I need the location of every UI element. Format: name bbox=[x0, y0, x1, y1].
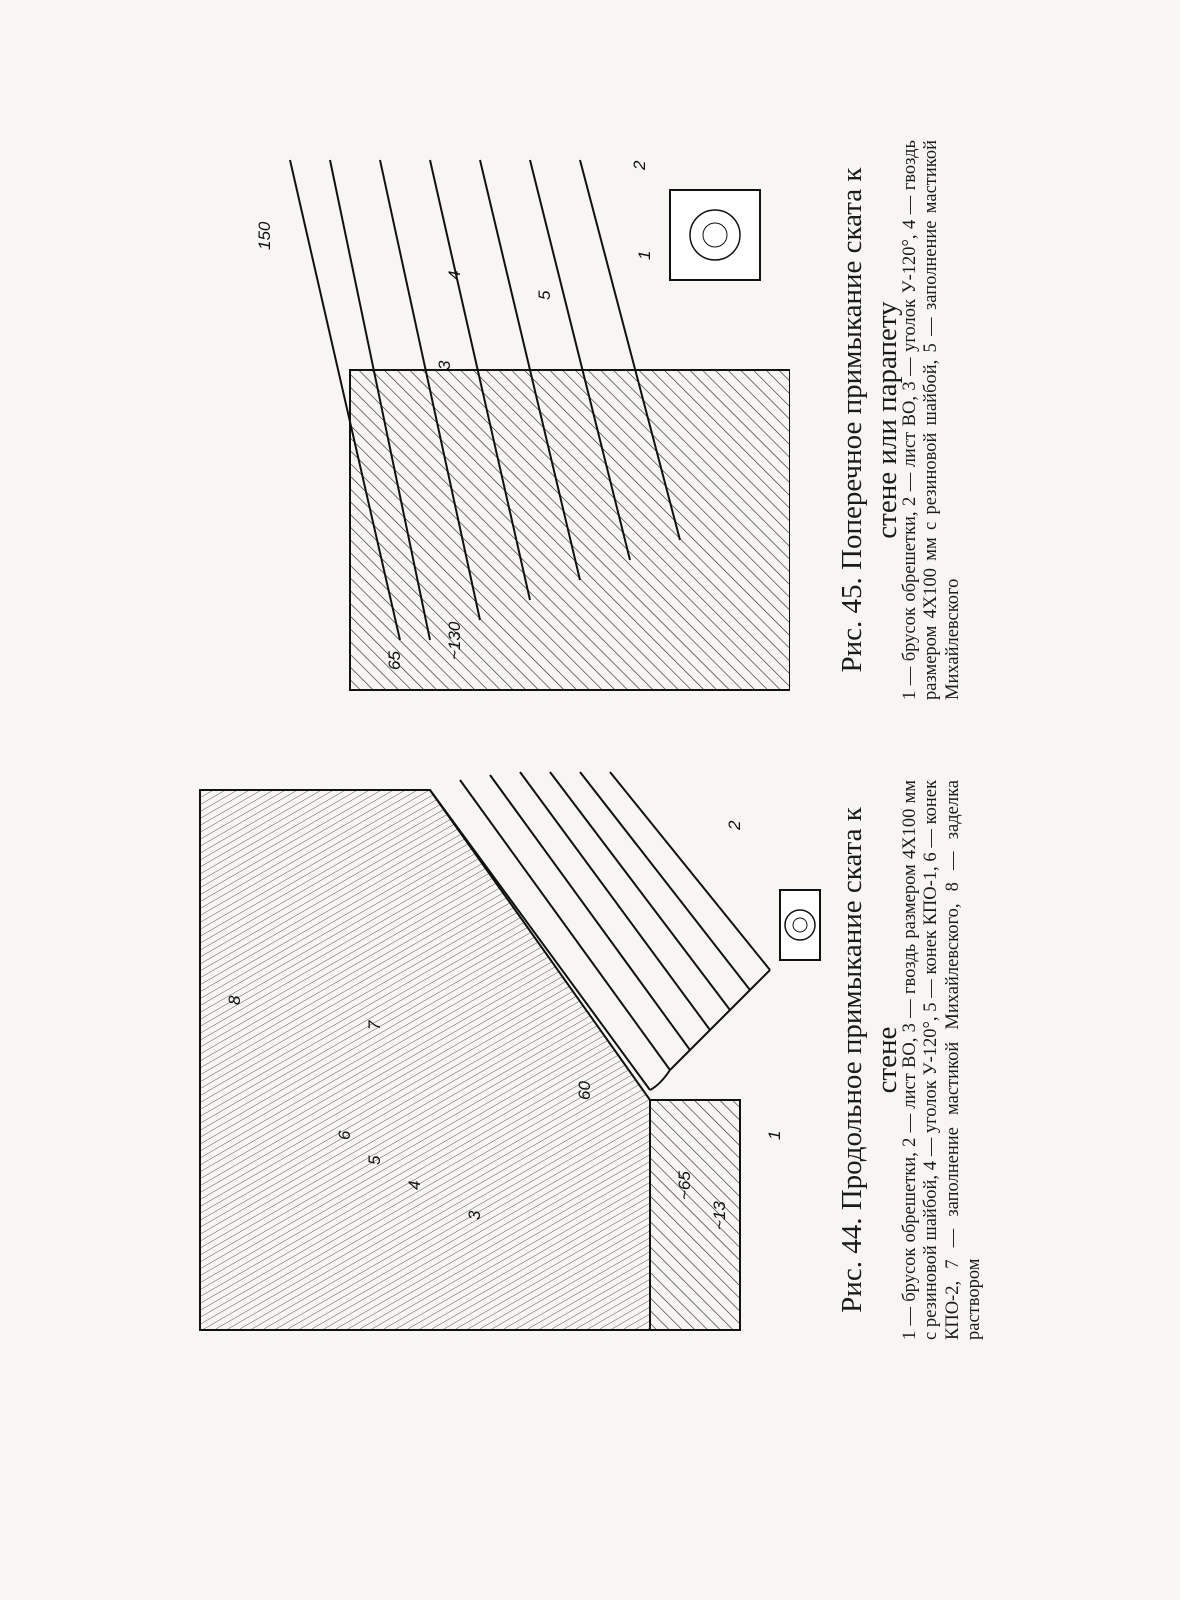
figure-44-drawing bbox=[180, 770, 830, 1350]
fig44-callout-1: 1 bbox=[765, 1130, 784, 1140]
figure-45-legend: 1 — брусок обрешетки, 2 — лист ВО, 3 — уголок У-120°, 4 — гвоздь размером 4X100 мм с резиновой шайбой, 5 — заполнение мастикой Михайлевского bbox=[900, 140, 963, 700]
fig45-dim-65: 65 bbox=[385, 651, 404, 670]
fig44-callout-6: 6 bbox=[335, 1130, 354, 1140]
fig44-callout-8: 8 bbox=[225, 995, 244, 1005]
figure-45-title: Рис. 45. Поперечное примыкание ската к стене или парапету bbox=[836, 167, 903, 673]
fig45-dim-130: ~130 bbox=[445, 621, 464, 660]
figure-45-drawing bbox=[230, 140, 790, 700]
wall-block bbox=[200, 790, 650, 1330]
fig44-callout-4: 4 bbox=[405, 1180, 424, 1190]
parapet-wall bbox=[350, 370, 790, 690]
batten-block bbox=[670, 190, 760, 280]
fig44-callout-7: 7 bbox=[365, 1020, 384, 1030]
figure-44-title: Рис. 44. Продольное примыкание ската к стене bbox=[836, 807, 903, 1313]
batten bbox=[780, 890, 820, 960]
fig44-callout-3: 3 bbox=[465, 1210, 484, 1220]
fig45-callout-4: 4 bbox=[445, 270, 464, 280]
fig45-callout-1: 1 bbox=[635, 250, 654, 260]
fig45-callout-2: 2 bbox=[630, 160, 649, 170]
fig45-callout-3: 3 bbox=[435, 360, 454, 370]
figure-44-legend: 1 — брусок обрешетки, 2 — лист ВО, 3 — гвоздь размером 4X100 мм с резиновой шайбой, 4 — уголок У-120°, 5 — конек КПО-1, 6 — конек КПО-2, 7 — заполнение мастикой Михайлевского, 8 — заделка раствором bbox=[900, 780, 984, 1340]
fig45-callout-5: 5 bbox=[535, 290, 554, 300]
fig45-dim-150: 150 bbox=[255, 221, 274, 250]
fig44-dim-13: ~13 bbox=[710, 1201, 729, 1230]
fig44-dim-60: 60 bbox=[575, 1081, 594, 1100]
fig44-callout-5: 5 bbox=[365, 1155, 384, 1165]
fig44-callout-2: 2 bbox=[725, 820, 744, 830]
fig44-dim-65: ~65 bbox=[675, 1171, 694, 1200]
